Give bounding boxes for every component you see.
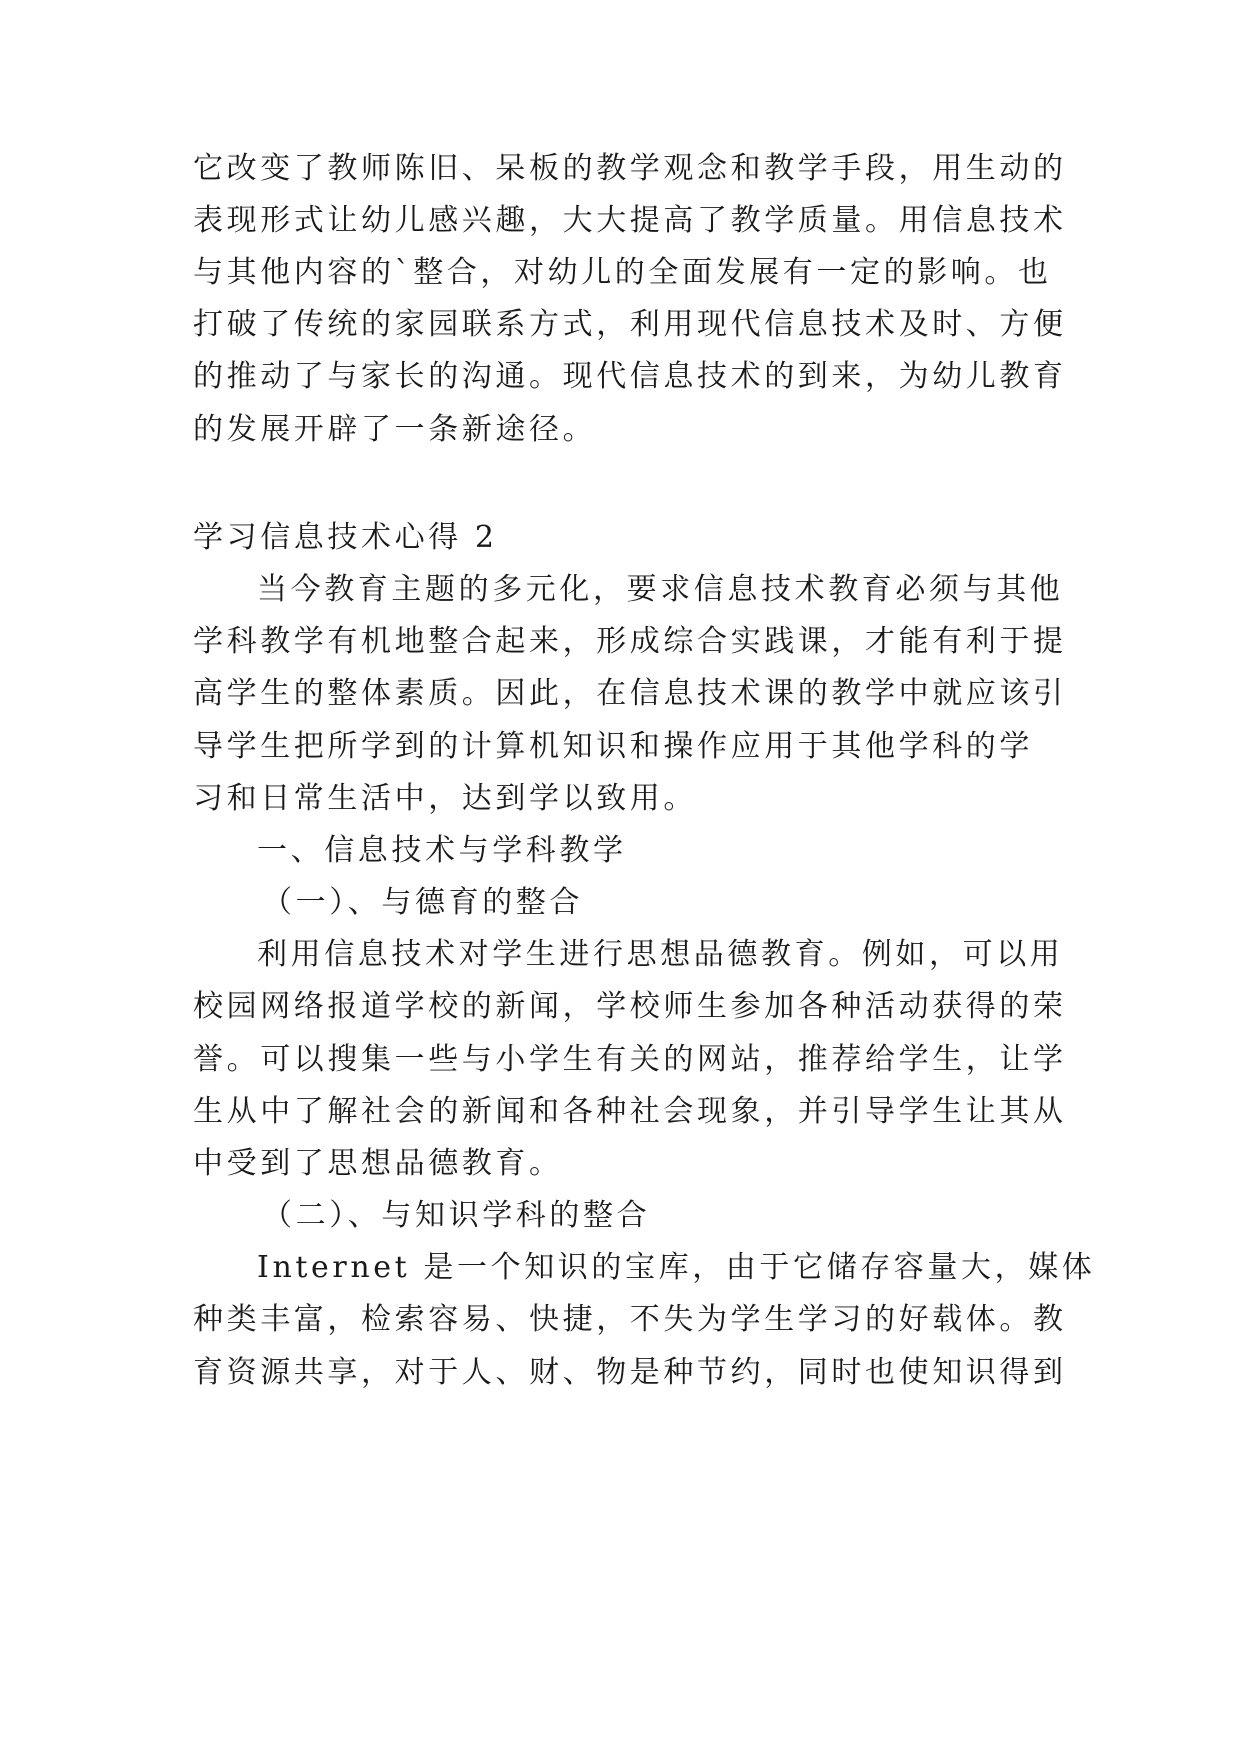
para3-line-5: 中受到了思想品德教育。	[193, 1146, 563, 1181]
para2-line-4: 导学生把所学到的计算机知识和操作应用于其他学科的学	[193, 729, 1033, 764]
para2-line-1: 当今教育主题的多元化，要求信息技术教育必须与其他	[257, 572, 1064, 607]
para2-line-3: 高学生的整体素质。因此，在信息技术课的教学中就应该引	[193, 676, 1067, 711]
para1-line-1: 它改变了教师陈旧、呆板的教学观念和教学手段，用生动的	[193, 151, 1067, 186]
heading-1: 一、信息技术与学科教学	[257, 833, 627, 868]
para1-line-3: 与其他内容的`整合，对幼儿的全面发展有一定的影响。也	[193, 255, 1052, 290]
para4-line-1: Internet 是一个知识的宝库，由于它储存容量大，媒体	[257, 1250, 1096, 1285]
para1-line-6: 的发展开辟了一条新途径。	[193, 412, 597, 447]
para1-line-4: 打破了传统的家园联系方式，利用现代信息技术及时、方便	[193, 307, 1067, 342]
para4-line-3: 育资源共享，对于人、财、物是种节约，同时也使知识得到	[193, 1355, 1067, 1390]
subheading-2: （二）、与知识学科的整合	[262, 1198, 651, 1233]
para4-line-2: 种类丰富，检索容易、快捷，不失为学生学习的好载体。教	[193, 1302, 1067, 1337]
para2-line-2: 学科教学有机地整合起来，形成综合实践课，才能有利于提	[193, 624, 1067, 659]
para3-line-3: 誉。可以搜集一些与小学生有关的网站，推荐给学生，让学	[193, 1042, 1067, 1077]
para3-line-1: 利用信息技术对学生进行思想品德教育。例如，可以用	[257, 937, 1064, 972]
section-title: 学习信息技术心得 2	[193, 520, 498, 555]
para3-line-2: 校园网络报道学校的新闻，学校师生参加各种活动获得的荣	[193, 989, 1067, 1024]
para3-line-4: 生从中了解社会的新闻和各种社会现象，并引导学生让其从	[193, 1094, 1067, 1129]
para1-line-2: 表现形式让幼儿感兴趣，大大提高了教学质量。用信息技术	[193, 203, 1067, 238]
subheading-1: （一）、与德育的整合	[262, 885, 583, 920]
para2-line-5: 习和日常生活中，达到学以致用。	[193, 781, 697, 816]
para1-line-5: 的推动了与家长的沟通。现代信息技术的到来，为幼儿教育	[193, 359, 1067, 394]
